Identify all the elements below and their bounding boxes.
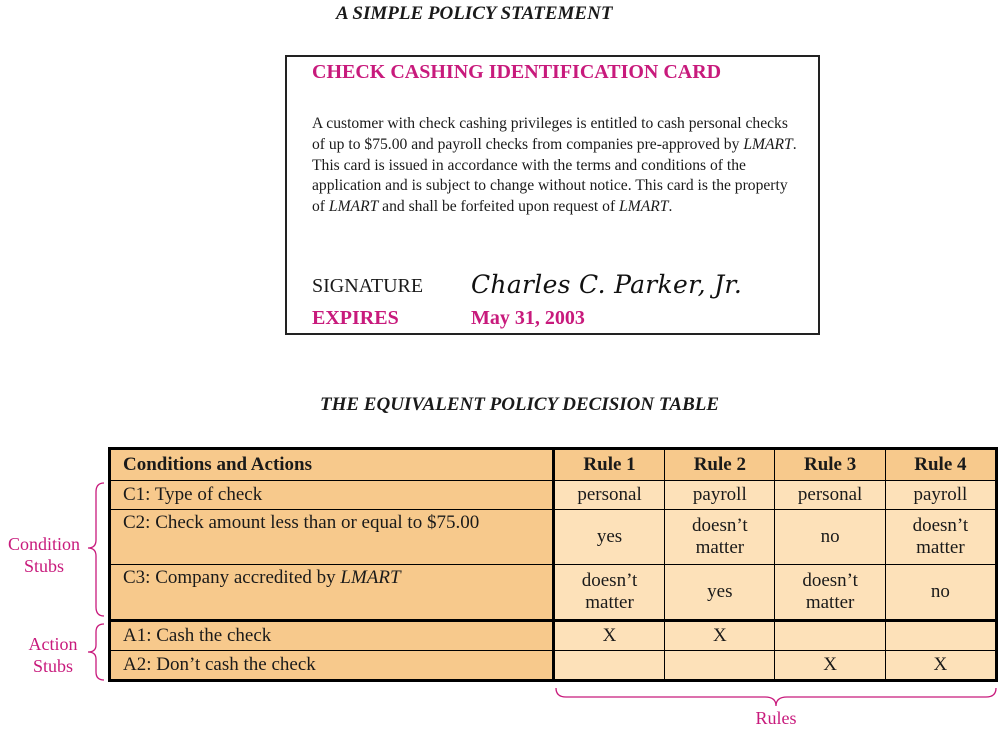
action-stub: A2: Don’t cash the check <box>110 651 554 681</box>
decision-table <box>108 447 998 682</box>
table-row <box>110 651 997 681</box>
condition-stubs-label: Condition Stubs <box>7 534 80 576</box>
action-stubs-label: Action Stubs <box>28 634 78 676</box>
rule-cell <box>553 651 664 681</box>
expires-date: May 31, 2003 <box>471 307 585 329</box>
rule-cell: doesn’t matter <box>885 510 996 565</box>
action-stubs-brace <box>88 624 104 680</box>
rule-cell: X <box>775 651 885 681</box>
rule-cell <box>775 621 885 651</box>
header-cell: Rule 1 <box>553 449 664 481</box>
rules-label: Rules <box>755 708 797 728</box>
signature-label: SIGNATURE <box>312 275 424 297</box>
rule-cell: yes <box>553 510 664 565</box>
header-cell: Conditions and Actions <box>110 449 554 481</box>
decision-table-heading: THE EQUIVALENT POLICY DECISION TABLE <box>320 394 720 415</box>
rule-cell: yes <box>665 565 775 621</box>
header-cell: Rule 2 <box>665 449 775 481</box>
statement-heading: A SIMPLE POLICY STATEMENT <box>336 3 613 24</box>
rule-cell: doesn’t matter <box>665 510 775 565</box>
card-title: CHECK CASHING IDENTIFICATION CARD <box>312 61 722 83</box>
rule-cell: X <box>885 651 996 681</box>
rule-cell <box>665 651 775 681</box>
rule-cell: payroll <box>665 481 775 510</box>
condition-stub: C1: Type of check <box>110 481 554 510</box>
rule-cell: personal <box>775 481 885 510</box>
identification-card <box>285 55 820 335</box>
rule-cell: X <box>553 621 664 651</box>
header-cell: Rule 4 <box>885 449 996 481</box>
card-body: A customer with check cashing privileges is entitled to cash personal checks of up to $75.00 and payroll checks from companies pre-approved by LMART. This card is issued in accordance with the terms and conditions of the application and is subject to change without notice. This card is the property of LMART and shall be forfeited upon request of LMART. <box>312 115 797 216</box>
rule-cell: doesn’t matter <box>775 565 885 621</box>
rule-cell <box>885 621 996 651</box>
table-row <box>110 565 997 621</box>
table-row <box>110 510 997 565</box>
rule-cell: doesn’t matter <box>553 565 664 621</box>
table-row <box>110 481 997 510</box>
table-header-row <box>110 449 997 481</box>
rule-cell: X <box>665 621 775 651</box>
condition-stubs-brace <box>88 483 104 616</box>
rule-cell: payroll <box>885 481 996 510</box>
signature-name: Charles C. Parker, Jr. <box>471 270 743 299</box>
condition-stub: C3: Company accredited by LMART <box>110 565 554 621</box>
action-stub: A1: Cash the check <box>110 621 554 651</box>
expires-label: EXPIRES <box>312 307 399 329</box>
header-cell: Rule 3 <box>775 449 885 481</box>
table-row <box>110 621 997 651</box>
condition-stub: C2: Check amount less than or equal to $75.00 <box>110 510 554 565</box>
rules-brace <box>556 688 996 706</box>
rule-cell: no <box>775 510 885 565</box>
rule-cell: no <box>885 565 996 621</box>
rule-cell: personal <box>553 481 664 510</box>
